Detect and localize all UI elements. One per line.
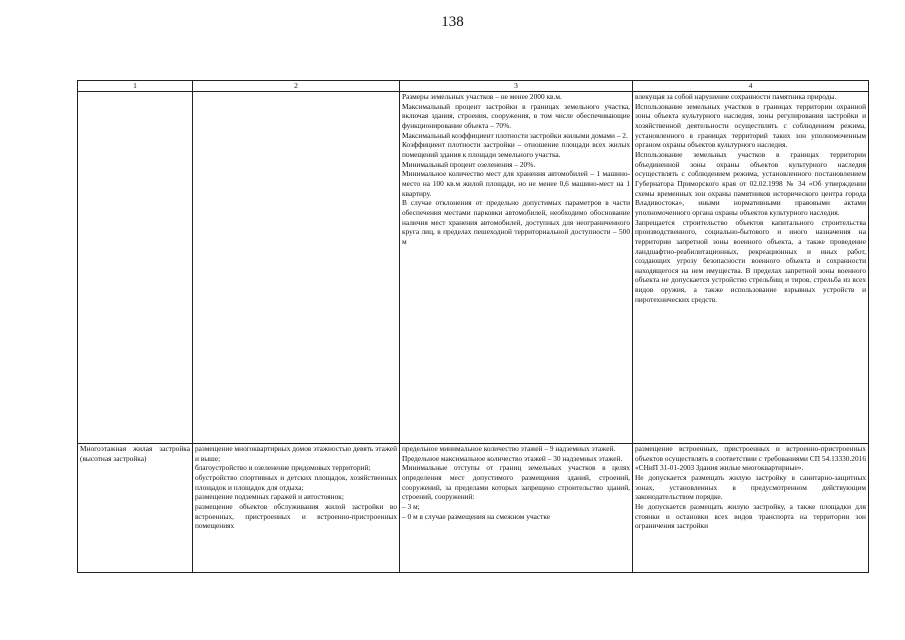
column-header: 2	[193, 81, 400, 92]
paragraph: Использование земельных участков в границах территории охранной зоны объекта культурного наследия, зоны регулирования застройки и хозяйственной деятельности осуществлять с соблюдением режима, установленного в границах территорий таких зон уполномоченным органом охраны объектов культурного наследия.	[635, 101, 866, 150]
paragraph: В случае отклонения от предельно допустимых параметров в части обеспечения местами парковки автомобилей, необходимо обоснование наличия мест хранения автомобилей, доступных для неограниченного круга лиц, в пределах пешеходной территориальной доступности – 500 м	[402, 198, 630, 246]
column-header: 3	[400, 81, 633, 92]
table-cell-parameters	[400, 92, 633, 444]
paragraph: Минимальный процент озеленения – 20%.	[402, 159, 536, 169]
paragraph: размещение подземных гаражей и автостоянок;	[195, 492, 344, 502]
paragraph: Предельное максимальное количество этажей – 30 надземных этажей.	[402, 453, 623, 463]
column-header: 4	[633, 81, 869, 92]
table-cell-restrictions	[633, 92, 869, 444]
paragraph: Запрещается строительство объектов капитального строительства производственного, социально-бытового и иного назначения на территории запретной зоны военного объекта, а также проведение ландшафтно-реабилитационных, рекреационных и иных работ, создающих угрозу безопасности военного объекта и сохранности находящегося на нем имущества. В пределах запретной зоны военного объекта не допускается устройство стрельбищ и тиров, стрельба из всех видов оружия, а также использование взрывных устройств и пиротехнических средств.	[635, 217, 866, 304]
table-cell	[78, 92, 193, 444]
paragraph: – 3 м;	[402, 501, 420, 511]
zoning-regulations-table	[77, 80, 869, 573]
paragraph: благоустройство и озеленение придомовых территорий;	[195, 463, 371, 473]
paragraph: Максимальный процент застройки в границах земельного участка, включая здания, строения, сооружения, в том числе обеспечивающие функционирование объекта – 70%.	[402, 101, 630, 130]
table-row-continuation	[78, 92, 869, 444]
paragraph: Минимальные отступы от границ земельных участков в целях определения мест допустимого размещения зданий, строений, сооружений, за пределами которых запрещено строительство зданий, строений, сооружений:	[402, 463, 630, 502]
paragraph: Использование земельных участков в границах территории объединенной зоны охраны объектов культурного наследия осуществлять с соблюдением режима, установленного постановлением Губернатора Приморского края от 02.02.1998 № 34 «Об утверждении схемы временных зон охраны памятников исторического центра города Владивостока», иными нормативными правовыми актами уполномоченного органа охраны объектов культурного наследия.	[635, 149, 866, 217]
paragraph: Минимальное количество мест для хранения автомобилей – 1 машино-место на 100 кв.м жилой площади, но не менее 0,6 машино-мест на 1 квартиру.	[402, 169, 630, 198]
column-header: 1	[78, 81, 193, 92]
table-row-multistorey	[78, 444, 869, 573]
page-number: 138	[441, 14, 464, 30]
paragraph: Не допускается размещать жилую застройку, а также площадки для стоянки и остановки всех видов транспорта на территории зон ограничения застройки	[635, 501, 866, 531]
table-header-row	[78, 81, 869, 92]
paragraph: Не допускается размещать жилую застройку в санитарно-защитных зонах, установленных в предусмотренном действующим законодательством порядке.	[635, 472, 866, 502]
paragraph: размещение встроенных, пристроенных и встроенно-пристроенных объектов осуществлять в соответствии с требованиями СП 54.13330.2016 «СНиП 31-01-2003 Здания жилые многоквартирные».	[635, 444, 866, 473]
paragraph: влекущая за собой нарушение сохранности памятника природы.	[635, 92, 837, 101]
table-cell-restrictions	[633, 444, 869, 573]
table-cell	[193, 92, 400, 444]
paragraph: Размеры земельных участков – не менее 2000 кв.м.	[402, 92, 562, 101]
table-cell-parameters	[400, 444, 633, 573]
paragraph: – 0 м в случае размещения на смежном участке	[402, 511, 551, 521]
paragraph: размещение многоквартирных домов этажностью девять этажей и выше;	[195, 444, 397, 463]
paragraph: обустройство спортивных и детских площадок, хозяйственных площадок и площадок для отдыха;	[195, 472, 397, 492]
table-cell-zone-name	[78, 444, 193, 573]
paragraph: предельное минимальное количество этажей – 9 надземных этажей.	[402, 444, 616, 453]
paragraph: Многоэтажная жилая застройка (высотная застройка)	[80, 444, 190, 463]
paragraph: Коэффициент плотности застройки – отношение площади всех жилых помещений здания к площади земельного участка.	[402, 140, 630, 159]
table-cell-permitted-uses	[193, 444, 400, 573]
paragraph: размещение объектов обслуживания жилой застройки во встроенных, пристроенных и встроенно-пристроенных помещениях	[195, 501, 397, 531]
paragraph: Максимальный коэффициент плотности застройки жилыми домами – 2.	[402, 130, 628, 140]
